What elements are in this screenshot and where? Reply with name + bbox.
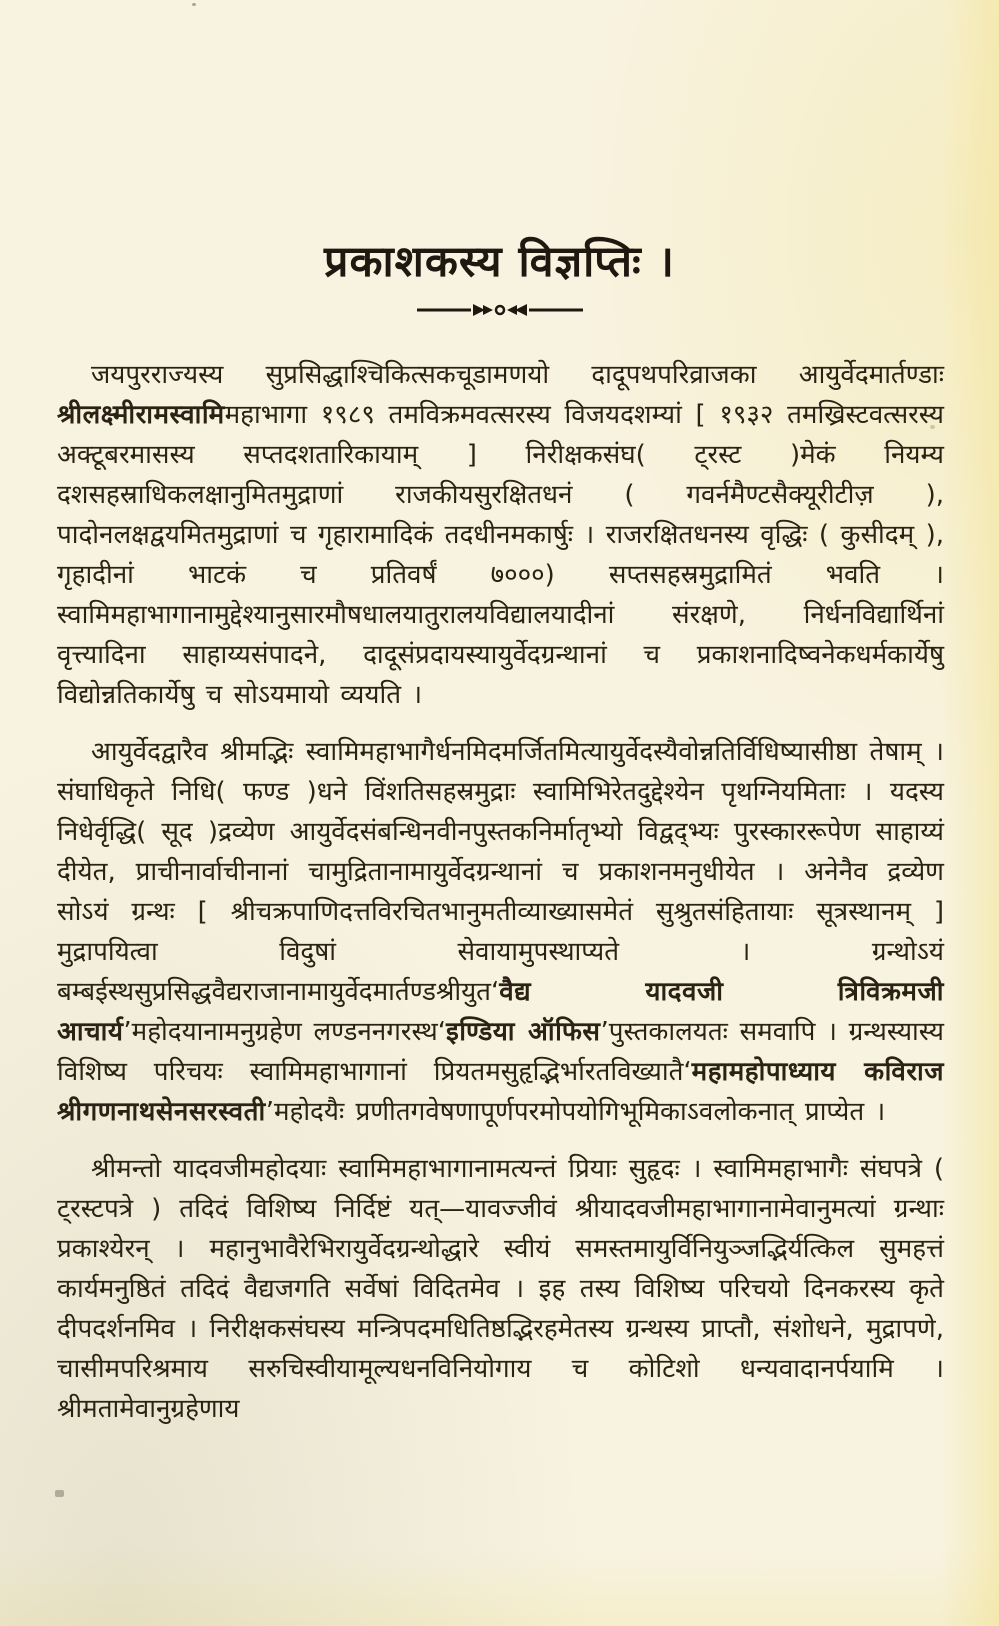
scan-speck bbox=[55, 1490, 64, 1497]
body-run: ’महोदयैः प्रणीतगवेषणापूर्णपरमोपयोगिभूमिकाऽवलोकनात् प्राप्येत । bbox=[265, 1097, 886, 1127]
scan-speck bbox=[930, 425, 935, 429]
emphasized-text: महामहोपाध्याय कविराज श्रीगणनाथसेनसरस्वती bbox=[57, 1057, 944, 1127]
paragraph bbox=[57, 355, 944, 715]
body-run: ’महोदयानामनुग्रहेण लण्डननगरस्थ‘ bbox=[123, 1017, 446, 1047]
body-run: ’पुस्तकालयतः समवापि । ग्रन्थस्यास्य विशिष्य परिचयः स्वामिमहाभागानां प्रियतमसुहृद्भिर्भारतविख्यातै‘ bbox=[57, 1017, 944, 1087]
divider-ornament-icon bbox=[415, 301, 585, 319]
body-run: श्रीमन्तो यादवजीमहोदयाः स्वामिमहाभागानामत्यन्तं प्रियाः सुहृदः । स्वामिमहाभागैः संघपत्रे ( ट्रस्टपत्रे ) तदिदं विशिष्य निर्दिष्टं यत्—यावज्जीवं श्रीयादवजीमहाभागानामेवानुमत्यां ग्रन्थाः प्रकाश्येरन् । महानुभावैरेभिरायुर्वेदग्रन्थोद्धारे स्वीयं समस्तमायुर्विनियुञ्जद्भिर्यत्किल सुमहत्तं कार्यमनुष्ठितं तदिदं वैद्यजगति सर्वेषां विदितमेव । इह तस्य विशिष्य परिचयो दिनकरस्य कृते दीपदर्शनमिव । निरीक्षकसंघस्य मन्त्रिपदमधितिष्ठद्भिरहमेतस्य ग्रन्थस्य प्राप्तौ, संशोधने, मुद्रापणे, चासीमपरिश्रमाय सरुचिस्वीयामूल्यधनविनियोगाय च कोटिशो धन्यवादानर्पयामि । श्रीमतामेवानुग्रहेणाय bbox=[57, 1154, 944, 1424]
emphasized-text: इण्डिया ऑफिस bbox=[445, 1017, 601, 1047]
body-run: महाभागा १९८९ तमविक्रमवत्सरस्य विजयदशम्यां [ १९३२ तमख्रिस्टवत्सरस्य अक्टूबरमासस्य सप्तदशतारिकायाम् ] निरीक्षकसंघ( ट्रस्ट )मेकं नियम्य दशसहस्राधिकलक्षानुमितमुद्राणां राजकीयसुरक्षितधनं ( गवर्नमैण्टसैक्यूरीटीज़ ), पादोनलक्षद्वयमितमुद्राणां च गृहारामादिकं तदधीनमकार्षुः । राजरक्षितधनस्य वृद्धिः ( कुसीदम् ), गृहादीनां भाटकं च प्रतिवर्षं ७०००) सप्तसहस्रमुद्रामितं भवति । स्वामिमहाभागानामुद्देश्यानुसारमौषधालयातुरालयविद्यालयादीनां संरक्षणे, निर्धनविद्यार्थिनां वृत्त्यादिना साहाय्यसंपादने, दादूसंप्रदायस्यायुर्वेदग्रन्थानां च प्रकाशनादिष्वनेकधर्मकार्येषु विद्योन्नतिकार्येषु च सोऽयमायो व्ययति । bbox=[57, 400, 944, 710]
body-text bbox=[57, 355, 944, 1429]
paragraph bbox=[57, 732, 944, 1132]
emphasized-text: श्रीलक्ष्मीरामस्वामि bbox=[57, 400, 225, 430]
paragraph bbox=[57, 1149, 944, 1429]
body-run: आयुर्वेदद्वारैव श्रीमद्भिः स्वामिमहाभागैर्धनमिदमर्जितमित्यायुर्वेदस्यैवोन्नतिर्विधिष्यासीष्ठा तेषाम् । संघाधिकृते निधि( फण्ड )धने विंशतिसहस्रमुद्राः स्वामिभिरेतदुद्देश्येन पृथग्नियमिताः । यदस्य निधेर्वृद्धि( सूद )द्रव्येण आयुर्वेदसंबन्धिनवीनपुस्तकनिर्मातृभ्यो विद्वद्भ्यः पुरस्काररूपेण साहाय्यं दीयेत, प्राचीनार्वाचीनानां चामुद्रितानामायुर्वेदग्रन्थानां च प्रकाशनमनुधीयेत । अनेनैव द्रव्येण सोऽयं ग्रन्थः [ श्रीचक्रपाणिदत्तविरचितभानुमतीव्याख्यासमेतं सुश्रुतसंहितायाः सूत्रस्थानम् ] मुद्रापयित्वा विदुषां सेवायामुपस्थाप्यते । ग्रन्थोऽयं बम्बईस्थसुप्रसिद्धवैद्यराजानामायुर्वेदमार्तण्डश्रीयुत‘ bbox=[57, 737, 944, 1007]
page-title: प्रकाशकस्य विज्ञप्तिः । bbox=[324, 237, 675, 287]
body-run: जयपुरराज्यस्य सुप्रसिद्धाश्चिकित्सकचूडामणयो दादूपथपरिव्राजका आयुर्वेदमार्तण्डाः bbox=[91, 360, 944, 390]
scan-speck bbox=[192, 3, 196, 6]
title-divider bbox=[0, 301, 999, 323]
emphasized-text: वैद्य यादवजी त्रिविक्रमजी आचार्य bbox=[57, 977, 944, 1047]
